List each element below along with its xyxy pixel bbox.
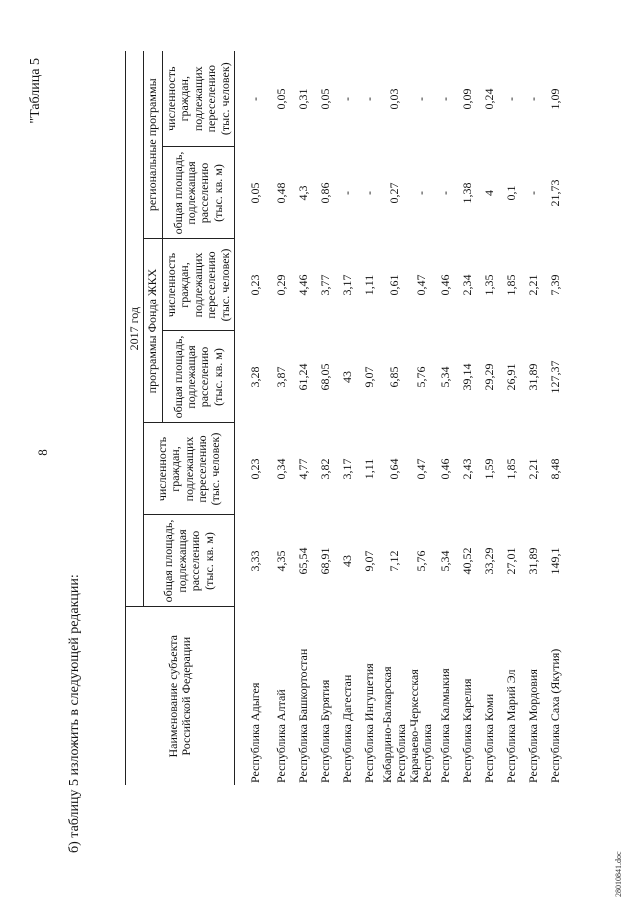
footer-filename: 28010841.doc xyxy=(614,851,623,897)
header-year: 2017 год xyxy=(126,51,144,607)
value-cell-p: 0,34 xyxy=(274,458,289,480)
value-cell-p: 3,82 xyxy=(318,458,333,480)
header-regional-area: общая площадь, подлежащая расселению (тыс. кв. м) xyxy=(162,147,234,239)
value-cell-ra: 4,3 xyxy=(296,185,311,201)
value-cell-fp: 0,23 xyxy=(248,274,263,296)
value-cell-fa: 5,76 xyxy=(413,366,428,388)
value-cell-fa: 6,85 xyxy=(386,366,401,388)
header-subject: Наименование субъекта Российской Федерации xyxy=(126,607,235,785)
value-cell-fa: 68,05 xyxy=(318,363,333,391)
value-cell-p: 0,46 xyxy=(438,458,453,480)
value-cell-a: 149,1 xyxy=(548,547,563,575)
header-fund-programs: программы Фонда ЖКХ xyxy=(144,239,162,423)
value-cell-fa: 3,28 xyxy=(248,366,263,388)
value-cell-ra: - xyxy=(413,191,428,195)
resettlement-table xyxy=(125,51,567,785)
value-cell-a: 9,07 xyxy=(362,550,377,572)
value-cell-fp: 0,47 xyxy=(413,274,428,296)
value-cell-rp: 0,03 xyxy=(386,88,401,110)
value-cell-rp: - xyxy=(413,96,428,101)
subject-name: Республика Дагестан xyxy=(340,674,355,783)
value-cell-rp: - xyxy=(362,96,377,101)
table-row xyxy=(315,51,337,785)
table-row xyxy=(359,51,381,785)
value-cell-rp: 0,05 xyxy=(274,88,289,110)
value-cell-fp: 2,21 xyxy=(526,274,541,296)
value-cell-a: 65,54 xyxy=(296,547,311,575)
table-row xyxy=(501,51,523,785)
value-cell-a: 40,52 xyxy=(460,547,475,575)
table-row xyxy=(408,51,435,785)
value-cell-fa: 26,91 xyxy=(504,363,519,391)
value-cell-fp: 3,17 xyxy=(340,274,355,296)
value-cell-ra: 0,27 xyxy=(386,182,401,204)
table-row xyxy=(457,51,479,785)
value-cell-rp: - xyxy=(504,96,519,101)
subject-name: Республика Калмыкия xyxy=(438,668,453,783)
value-cell-rp: - xyxy=(438,96,453,101)
table-row xyxy=(381,51,408,785)
value-cell-p: 2,43 xyxy=(460,458,475,480)
value-cell-p: 0,23 xyxy=(248,458,263,480)
value-cell-ra: 0,05 xyxy=(248,182,263,204)
value-cell-fp: 1,11 xyxy=(362,274,377,296)
table-row xyxy=(293,51,315,785)
value-cell-p: 8,48 xyxy=(548,458,563,480)
subject-name: Карачаево-Черкесская Республика xyxy=(406,669,435,783)
value-cell-a: 5,76 xyxy=(413,550,428,572)
value-cell-fp: 1,35 xyxy=(482,274,497,296)
header-total-area: общая площадь, подлежащая расселению (тыс. кв. м) xyxy=(144,515,235,607)
value-cell-ra: - xyxy=(526,191,541,195)
intro-text: б) таблицу 5 изложить в следующей редакции: xyxy=(67,574,82,853)
value-cell-rp: - xyxy=(526,96,541,101)
value-cell-fp: 3,77 xyxy=(318,274,333,296)
value-cell-ra: 4 xyxy=(482,190,497,196)
subject-name: Республика Мордовия xyxy=(526,669,541,783)
value-cell-a: 68,91 xyxy=(318,547,333,575)
subject-name: Республика Марий Эл xyxy=(504,669,519,783)
value-cell-a: 27,01 xyxy=(504,547,519,575)
value-cell-rp: 0,05 xyxy=(318,88,333,110)
subject-name: Республика Ингушетия xyxy=(362,663,377,783)
value-cell-ra: - xyxy=(340,191,355,195)
value-cell-ra: - xyxy=(438,191,453,195)
value-cell-rp: 1,09 xyxy=(548,88,563,110)
table-row xyxy=(479,51,501,785)
value-cell-rp: 0,09 xyxy=(460,88,475,110)
value-cell-fp: 7,39 xyxy=(548,274,563,296)
value-cell-p: 0,47 xyxy=(413,458,428,480)
value-cell-p: 4,77 xyxy=(296,458,311,480)
value-cell-ra: 21,73 xyxy=(548,179,563,207)
value-cell-fa: 39,14 xyxy=(460,363,475,391)
subject-name: Республика Саха (Якутия) xyxy=(548,648,563,783)
value-cell-a: 4,35 xyxy=(274,550,289,572)
header-fund-area: общая площадь, подлежащая расселению (тыс. кв. м) xyxy=(162,331,234,423)
value-cell-fa: 43 xyxy=(340,371,355,383)
subject-name: Республика Алтай xyxy=(274,689,289,783)
value-cell-fp: 0,61 xyxy=(386,274,401,296)
table-row xyxy=(337,51,359,785)
header-fund-people: численность граждан, подлежащих переселению (тыс. человек) xyxy=(162,239,234,331)
subject-name: Республика Бурятия xyxy=(318,679,333,783)
value-cell-fa: 127,37 xyxy=(548,360,563,394)
value-cell-a: 5,34 xyxy=(438,550,453,572)
value-cell-rp: - xyxy=(248,96,263,101)
value-cell-p: 0,64 xyxy=(386,458,401,480)
value-cell-fp: 0,29 xyxy=(274,274,289,296)
value-cell-fp: 2,34 xyxy=(460,274,475,296)
value-cell-fa: 31,89 xyxy=(526,363,541,391)
value-cell-fp: 4,46 xyxy=(296,274,311,296)
table-label: "Таблица 5 xyxy=(28,58,43,124)
subject-name: Республика Коми xyxy=(482,693,497,783)
value-cell-ra: - xyxy=(362,191,377,195)
value-cell-fp: 1,85 xyxy=(504,274,519,296)
header-regional-people: численность граждан, подлежащих переселению (тыс. человек) xyxy=(162,51,234,147)
subject-name: Республика Карелия xyxy=(460,678,475,783)
table-row xyxy=(235,51,272,785)
value-cell-ra: 0,48 xyxy=(274,182,289,204)
value-cell-ra: 1,38 xyxy=(460,182,475,204)
value-cell-fa: 3,87 xyxy=(274,366,289,388)
table-row xyxy=(271,51,293,785)
value-cell-fa: 5,34 xyxy=(438,366,453,388)
value-cell-rp: - xyxy=(340,96,355,101)
value-cell-fp: 0,46 xyxy=(438,274,453,296)
table-row xyxy=(545,51,567,785)
value-cell-p: 2,21 xyxy=(526,458,541,480)
header-regional-programs: региональные программы xyxy=(144,51,162,239)
value-cell-ra: 0,86 xyxy=(318,182,333,204)
value-cell-a: 31,89 xyxy=(526,547,541,575)
value-cell-fa: 9,07 xyxy=(362,366,377,388)
page-number: 8 xyxy=(35,449,50,456)
table-row xyxy=(435,51,457,785)
subject-name: Республика Адыгея xyxy=(248,682,263,783)
value-cell-a: 33,29 xyxy=(482,547,497,575)
value-cell-fa: 61,24 xyxy=(296,363,311,391)
value-cell-a: 3,33 xyxy=(248,550,263,572)
value-cell-p: 1,11 xyxy=(362,458,377,480)
value-cell-rp: 0,24 xyxy=(482,88,497,110)
subject-name: Республика Башкортостан xyxy=(296,648,311,783)
value-cell-p: 1,59 xyxy=(482,458,497,480)
value-cell-fa: 29,29 xyxy=(482,363,497,391)
value-cell-p: 3,17 xyxy=(340,458,355,480)
value-cell-ra: 0,1 xyxy=(504,185,519,201)
value-cell-rp: 0,31 xyxy=(296,88,311,110)
header-total-people: численность граждан, подлежащих переселению (тыс. человек) xyxy=(144,423,235,515)
value-cell-a: 43 xyxy=(340,555,355,567)
table-row xyxy=(523,51,545,785)
subject-name: Кабардино-Балкарская Республика xyxy=(380,666,408,783)
value-cell-a: 7,12 xyxy=(386,550,401,572)
value-cell-p: 1,85 xyxy=(504,458,519,480)
